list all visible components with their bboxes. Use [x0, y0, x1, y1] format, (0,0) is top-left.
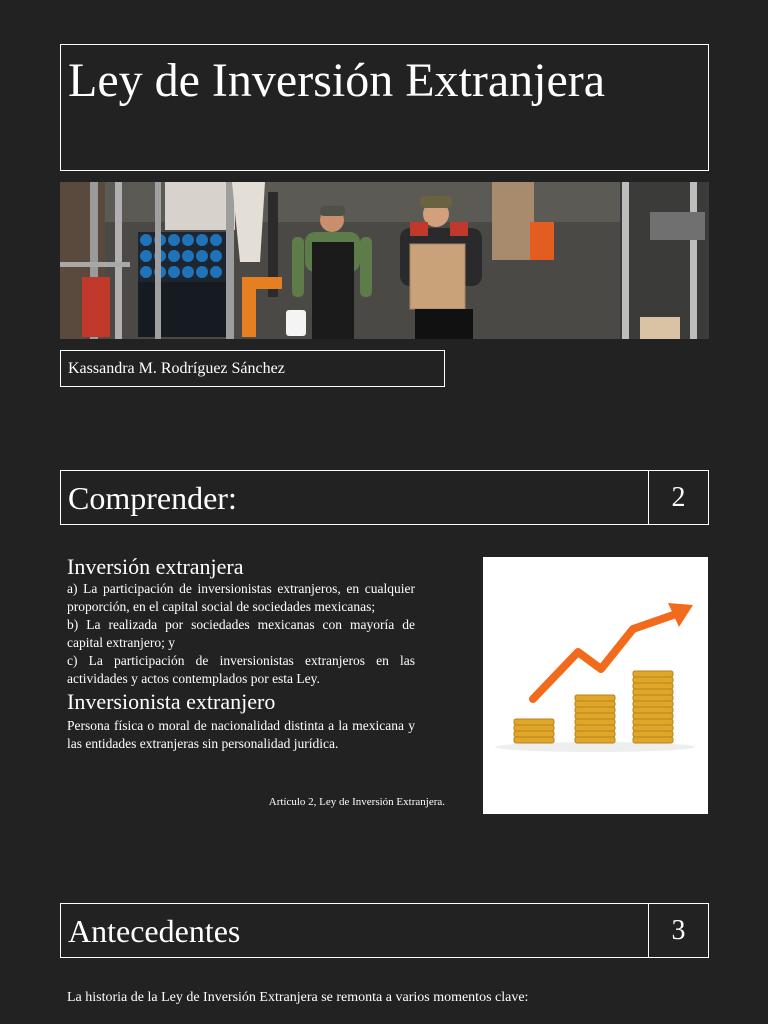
list-item: a) La participación de inversionistas extranjeros, en cualquier proporción, en el capital social de sociedades mexicanas; [67, 581, 415, 614]
section-2-content [67, 554, 415, 753]
section-2-number: 2 [671, 482, 686, 513]
coins-growth-chart-image [483, 557, 708, 814]
section-2-title: Comprender: [68, 480, 237, 516]
section-2-number-box [648, 470, 709, 525]
heading-inversionista-extranjero: Inversionista extranjero [67, 689, 276, 714]
definition-text: Persona física o moral de nacionalidad distinta a la mexicana y las entidades extranjeras sin personalidad jurídica. [67, 718, 415, 751]
section-3-title: Antecedentes [68, 913, 241, 949]
section-3-number: 3 [671, 915, 686, 946]
history-intro-text: La historia de la Ley de Inversión Extranjera se remonta a varios momentos clave: [67, 990, 529, 1005]
coins-growth-illustration [483, 557, 708, 814]
document-title: Ley de Inversión Extranjera [68, 54, 606, 107]
section-2-title-box [60, 470, 649, 525]
list-item: b) La realizada por sociedades mexicanas con mayoría de capital extranjero; y [67, 617, 415, 650]
section-3-number-box [648, 903, 709, 958]
section-3-title-box [60, 903, 649, 958]
author-name: Kassandra M. Rodríguez Sánchez [68, 360, 285, 377]
warehouse-workers-illustration [60, 182, 709, 339]
warehouse-workers-photo [60, 182, 709, 339]
author-box [60, 350, 445, 387]
heading-inversion-extranjera: Inversión extranjera [67, 554, 244, 579]
list-item: c) La participación de inversionistas extranjeros en las actividades y actos contemplados por esta Ley. [67, 653, 415, 686]
title-box [60, 44, 709, 171]
source-citation: Artículo 2, Ley de Inversión Extranjera. [268, 796, 445, 808]
